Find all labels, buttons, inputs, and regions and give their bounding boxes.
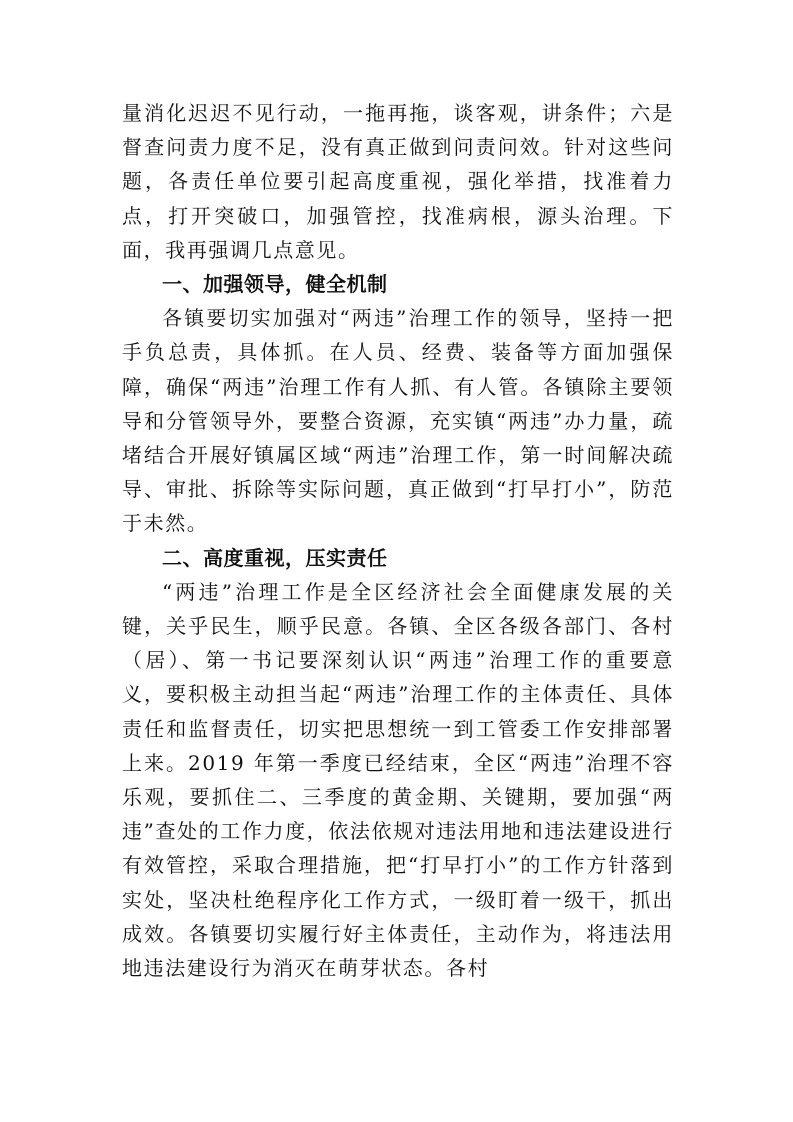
document-body [122, 96, 674, 985]
paragraph-leadership: 各镇要切实加强对“两违”治理工作的领导，坚持一把手负总责，具体抓。在人员、经费、装备等方面加强保障，确保“两违”治理工作有人抓、有人管。各镇除主要领导和分管领导外，要整合资源，充实镇“两违”办力量，疏堵结合开展好镇属区域“两违”治理工作，第一时间解决疏导、审批、拆除等实际问题，真正做到“打早打小”，防范于未然。 [122, 306, 674, 536]
paragraph-continued: 量消化迟迟不见行动，一拖再拖，谈客观，讲条件；六是督查问责力度不足，没有真正做到问责问效。针对这些问题，各责任单位要引起高度重视，强化举措，找准着力点，打开突破口，加强管控，找准病根，源头治理。下面，我再强调几点意见。 [122, 101, 674, 262]
paragraph-responsibility: “两违”治理工作是全区经济社会全面健康发展的关键，关乎民生，顺乎民意。各镇、全区各级各部门、各村（居）、第一书记要深刻认识“两违”治理工作的重要意义，要积极主动担当起“两违”治理工作的主体责任、具体责任和监督责任，切实把思想统一到工管委工作安排部署上来。2019 年第一季度已经结束，全区“两违”治理不容乐观，要抓住二、三季度的黄金期、关键期，要加强“两违”查处的工作力度，依法依规对违法用地和违法建设进行有效管控，采取合理措施，把“打早打小”的工作方针落到实处，坚决杜绝程序化工作方式，一级盯着一级干，抓出成效。各镇要切实履行好主体责任，主动作为，将违法用地违法建设行为消灭在萌芽状态。各村 [122, 579, 674, 981]
section-heading-2: 二、高度重视，压实责任 [162, 545, 388, 570]
section-heading-1: 一、加强领导，健全机制 [162, 272, 388, 297]
